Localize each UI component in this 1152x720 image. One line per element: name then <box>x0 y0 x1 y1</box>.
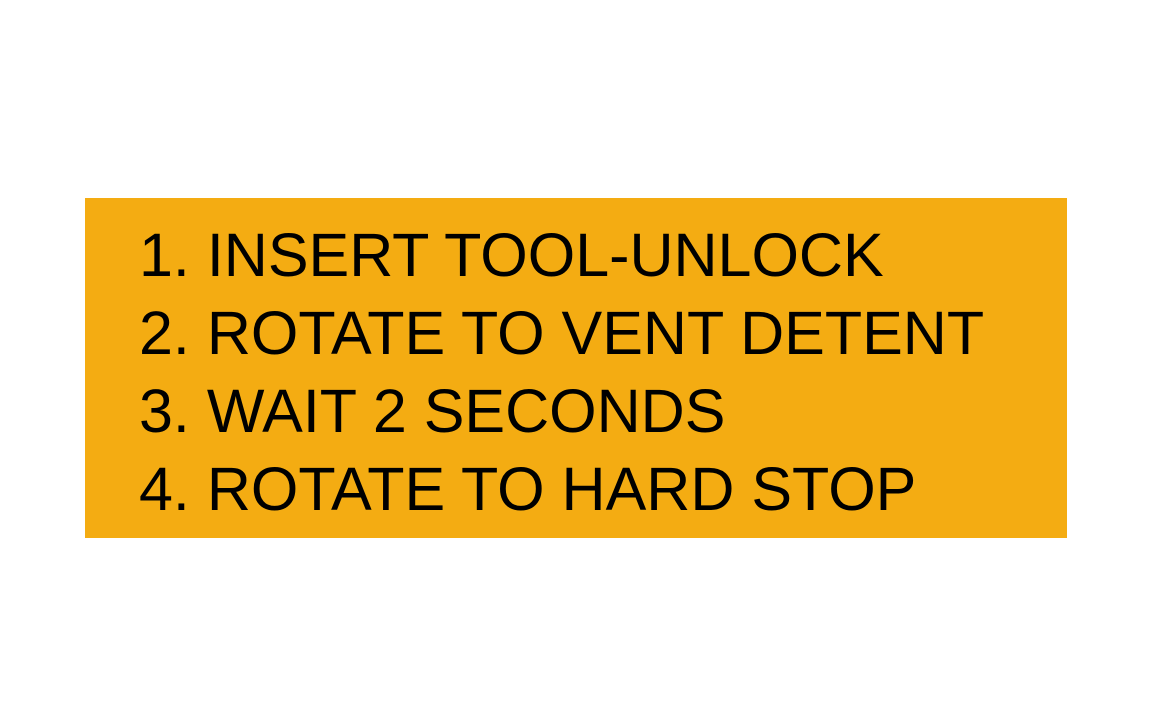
instruction-step-3: 3. WAIT 2 SECONDS <box>139 377 726 445</box>
instruction-step-2: 2. ROTATE TO VENT DETENT <box>139 299 985 367</box>
instruction-step-1: 1. INSERT TOOL-UNLOCK <box>139 221 884 289</box>
instruction-label-plate <box>85 198 1067 538</box>
instruction-step-4: 4. ROTATE TO HARD STOP <box>139 455 917 523</box>
instruction-step-list <box>139 216 1067 528</box>
